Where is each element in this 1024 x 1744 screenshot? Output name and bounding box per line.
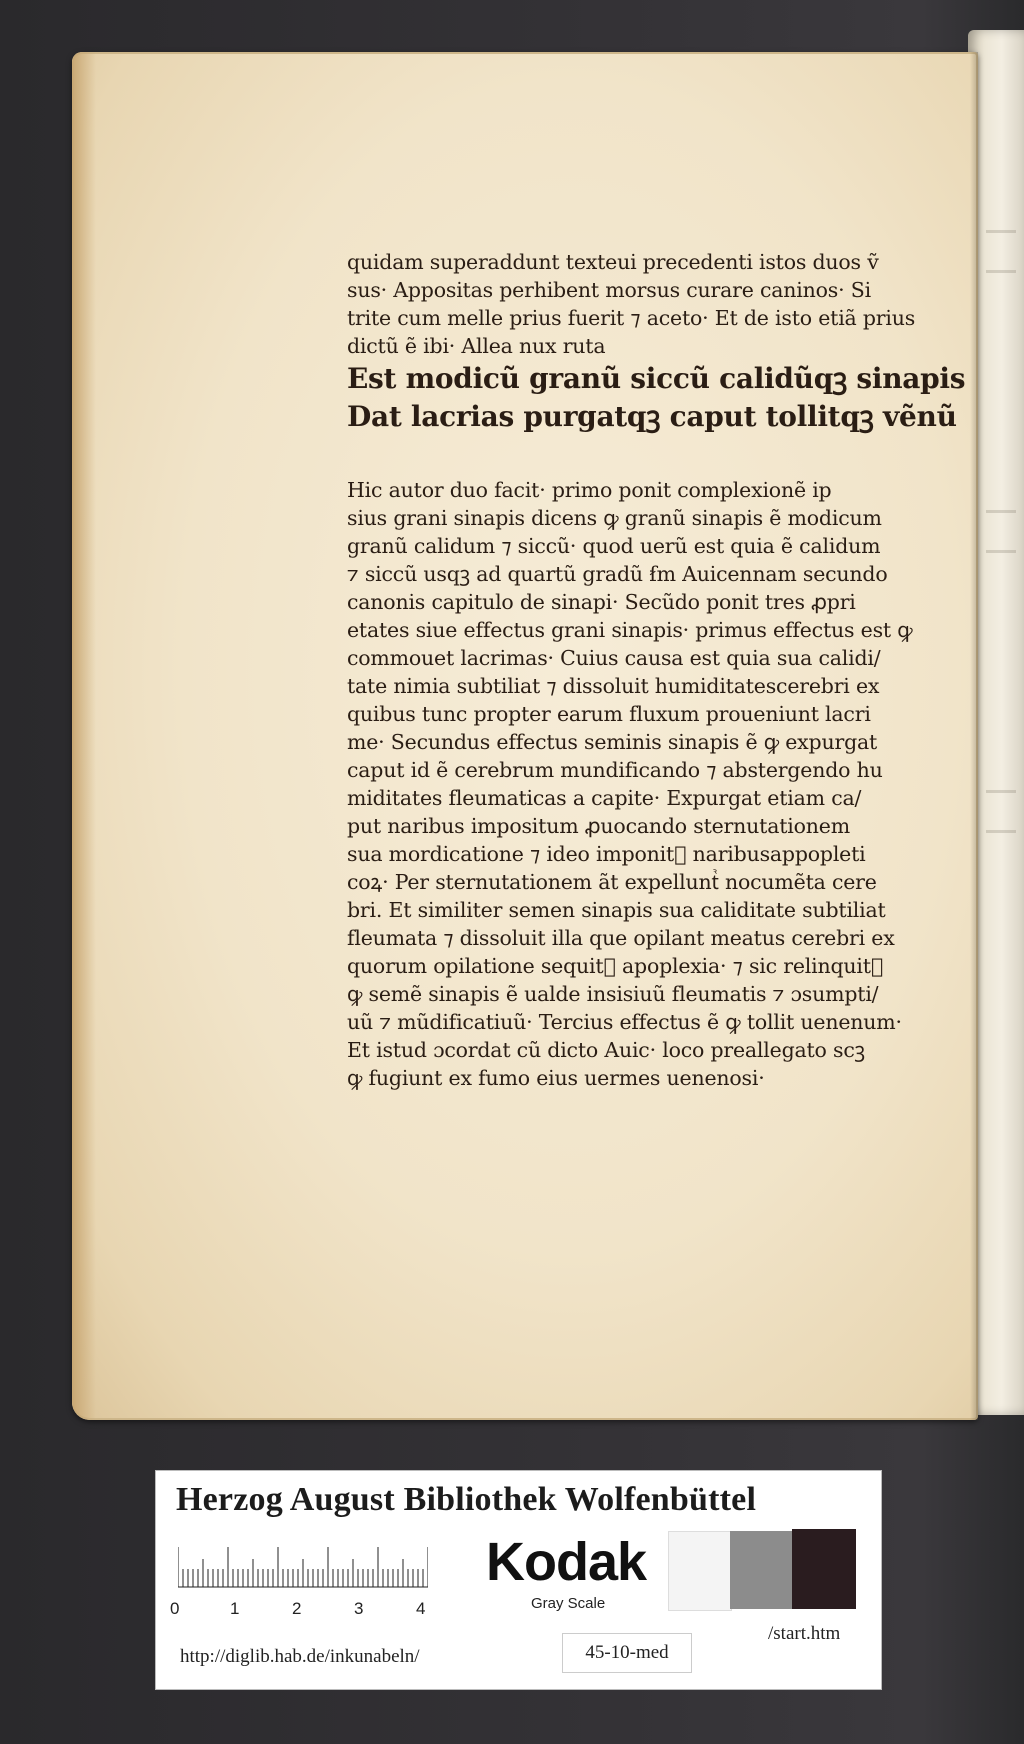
verse-line: Dat lacrias purgatqꝫ caput tollitqꝫ vẽnũ [347, 400, 957, 433]
ruler-number: 2 [292, 1599, 302, 1618]
commentary-line: fleumata ⁊ dissoluit illa que opilant meatus cerebri ex [347, 926, 895, 950]
url-base: http://diglib.hab.de/inkunabeln/ [180, 1646, 420, 1667]
commentary-line: caput id ẽ cerebrum mundificando ⁊ abstergendo hu [347, 758, 883, 782]
text-line: sus· Appositas perhibent morsus curare caninos· Si [347, 278, 871, 302]
swatch-gray [730, 1531, 792, 1609]
commentary-line: put naribus impositum ꝓuocando sternutationem [347, 814, 850, 838]
commentary-line: miditates fleumaticas a capite· Expurgat etiam ca/ [347, 786, 862, 810]
commentary-line: Hic autor duo facit· primo ponit complexionẽ ip [347, 478, 832, 502]
commentary-line: tate nimia subtiliat ⁊ dissoluit humiditatescerebri ex [347, 674, 880, 698]
text-line: quidam superaddunt texteui precedenti istos duos ṽ [347, 250, 879, 274]
commentary-line: quibus tunc propter earum fluxum proueniunt lacri [347, 702, 871, 726]
commentary-line: commouet lacrimas· Cuius causa est quia sua calidi/ [347, 646, 881, 670]
commentary-line: canonis capitulo de sinapi· Secũdo ponit tres ꝓpri [347, 590, 856, 614]
commentary-line: coꝝ· Per sternutationem ãt expelluntᷣ nocumẽta cere [347, 870, 877, 894]
kodak-logo: Kodak [486, 1532, 647, 1592]
library-name: Herzog August Bibliothek Wolfenbüttel [176, 1481, 757, 1518]
shelfmark-code: 45-10-med [562, 1633, 692, 1673]
ruler [178, 1543, 428, 1589]
ruler-scale [170, 1599, 440, 1623]
commentary-line: quorum opilatione sequitᷣ apoplexia· ⁊ sic relinquitᷣ [347, 954, 884, 978]
text-line: dictũ ẽ ibi· Allea nux ruta [347, 334, 606, 358]
ruler-number: 3 [354, 1599, 364, 1618]
commentary-line: me· Secundus effectus seminis sinapis ẽ ꝙ expurgat [347, 730, 878, 754]
commentary-line: sius grani sinapis dicens ꝙ granũ sinapis ẽ modicum [347, 506, 882, 530]
ruler-number: 4 [416, 1599, 426, 1618]
page-text [347, 248, 966, 1092]
commentary-line: uũ ⁊ mũdificatiuũ· Tercius effectus ẽ ꝙ tollit uenenum· [347, 1010, 902, 1034]
verse-line: Est modicũ granũ siccũ calidũqꝫ sinapis [347, 362, 966, 395]
commentary-line: sua mordicatione ⁊ ideo imponitᷣ naribusappopleti [347, 842, 866, 866]
color-target-card [155, 1470, 882, 1690]
commentary-line: ꝙ semẽ sinapis ẽ ualde insisiuũ fleumatis ⁊ ɔsumpti/ [347, 982, 879, 1006]
url-suffix: /start.htm [768, 1623, 841, 1644]
ruler-number: 0 [170, 1599, 180, 1618]
commentary-line: ⁊ siccũ usqꝫ ad quartũ gradũ ẜm Auicennam secundo [347, 562, 888, 586]
ruler-number: 1 [230, 1599, 240, 1618]
text-line: trite cum melle prius fuerit ⁊ aceto· Et de isto etiã prius [347, 306, 916, 330]
swatch-white [668, 1531, 732, 1611]
commentary-line: granũ calidum ⁊ siccũ· quod uerũ est quia ẽ calidum [347, 534, 881, 558]
swatch-dark [792, 1529, 856, 1609]
commentary-line: Et istud ɔcordat cũ dicto Auic· loco preallegato scꝫ [347, 1038, 865, 1062]
commentary-line: ꝙ fugiunt ex fumo eius uermes uenenosi· [347, 1066, 765, 1090]
commentary-line: bri. Et similiter semen sinapis sua caliditate subtiliat [347, 898, 886, 922]
gray-scale-label: Gray Scale [531, 1595, 606, 1612]
commentary-line: etates siue effectus grani sinapis· primus effectus est ꝙ [347, 618, 913, 642]
